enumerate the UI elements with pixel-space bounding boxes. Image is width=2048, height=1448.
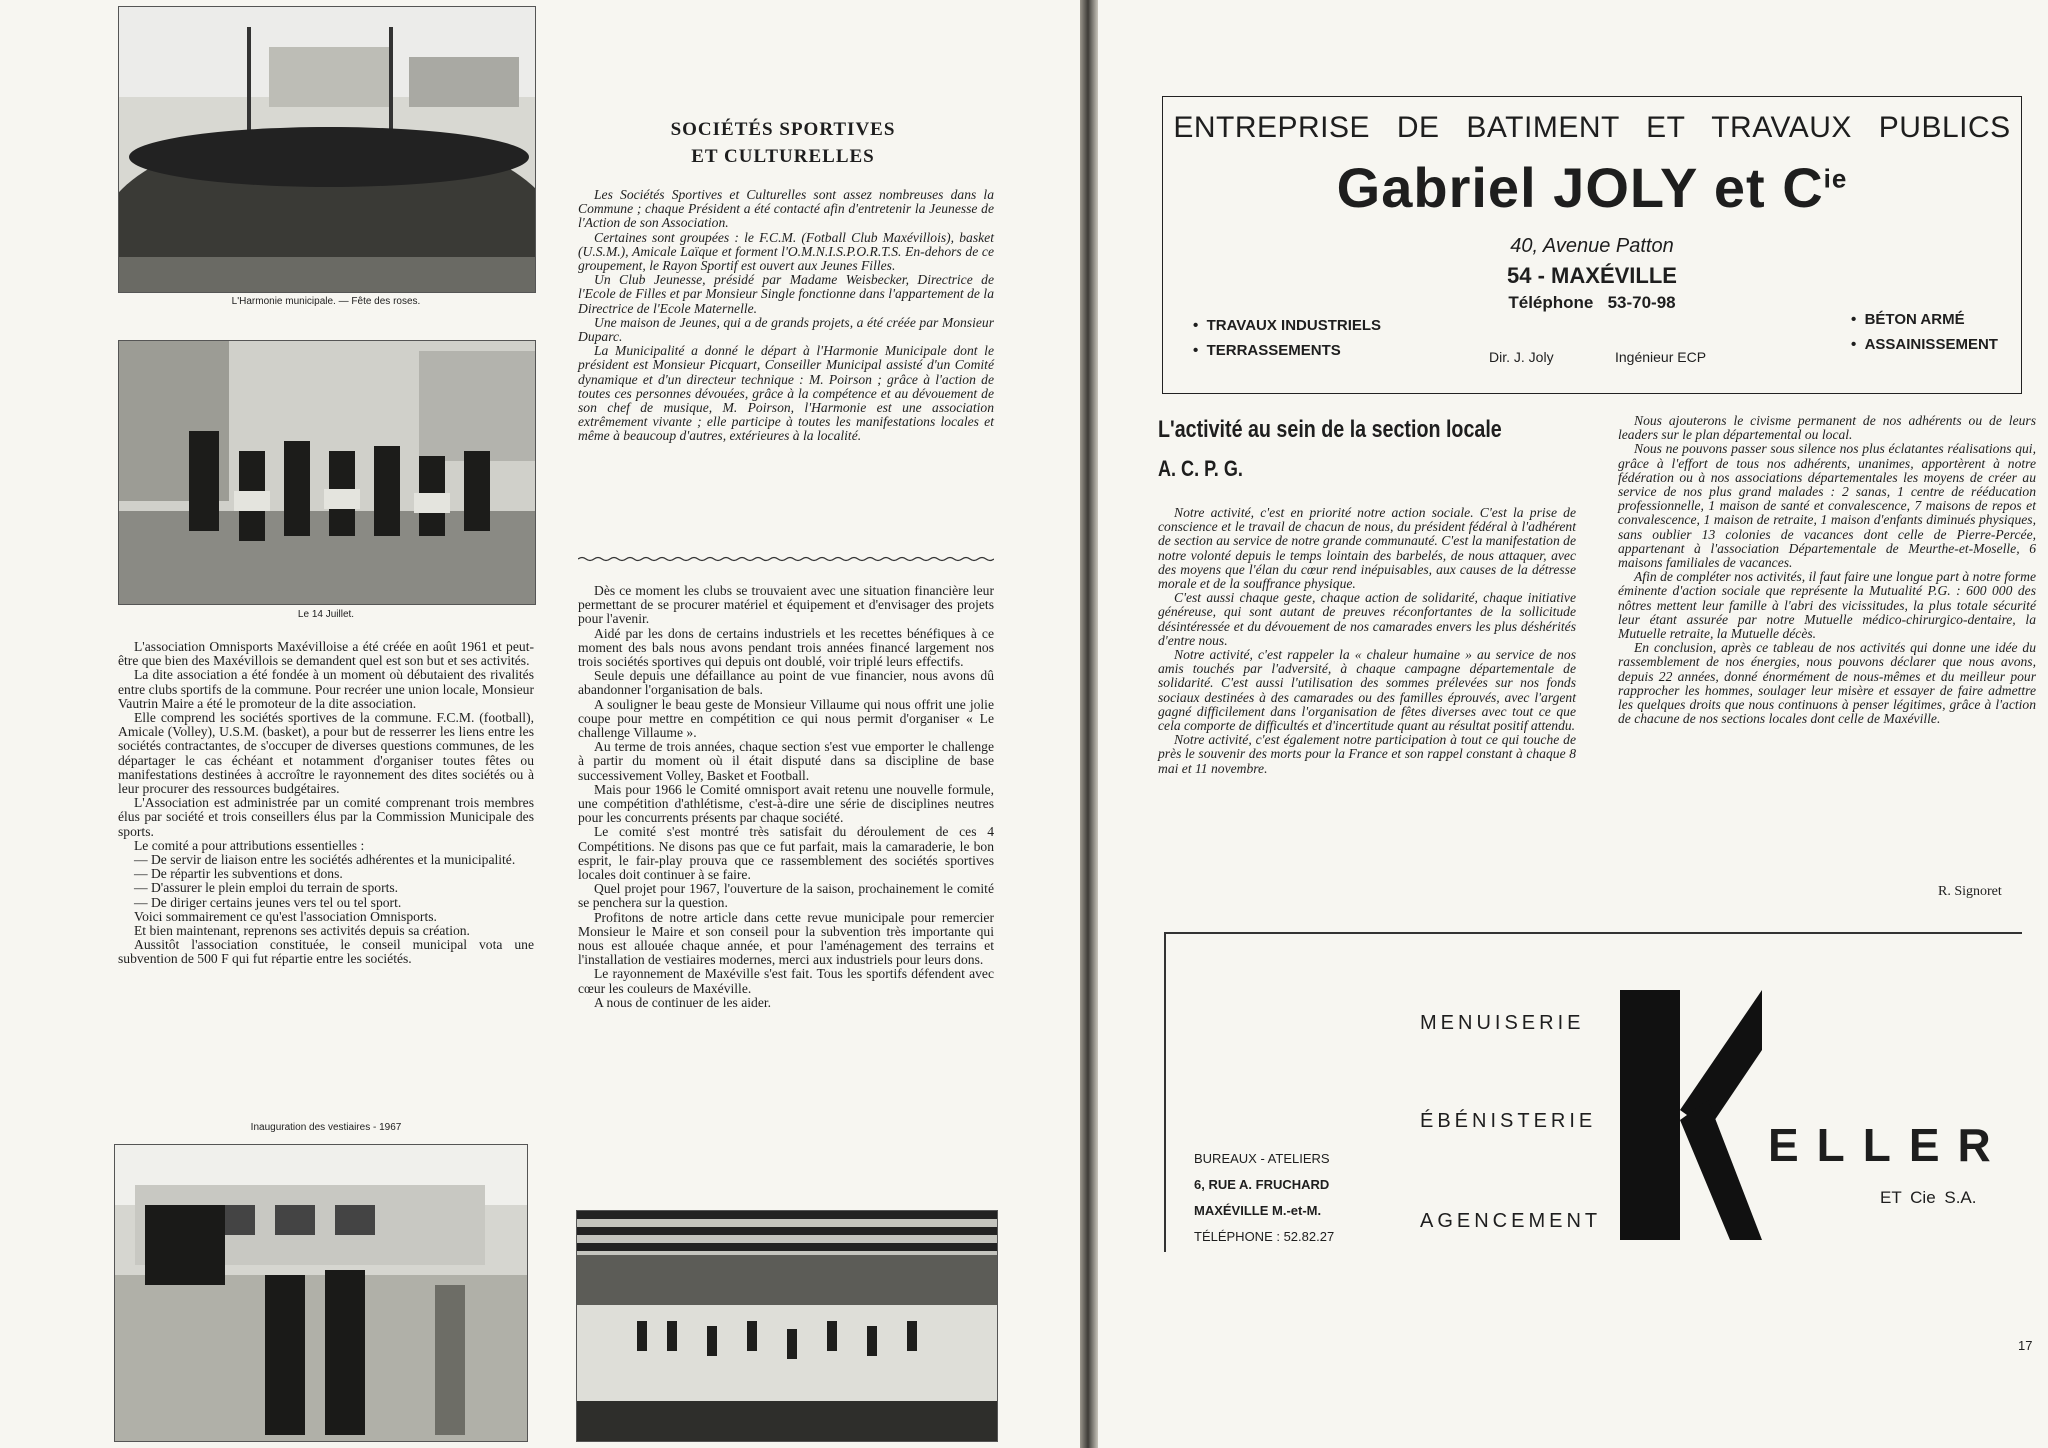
paragraph: Et bien maintenant, reprenons ses activités depuis sa création. (134, 923, 470, 939)
services-left (1193, 313, 1381, 363)
right-page (1098, 0, 2048, 1448)
ad-director: Dir. J. Joly (1489, 349, 1554, 365)
service-item: • TRAVAUX INDUSTRIELS (1193, 317, 1382, 334)
ad-engineer: Ingénieur ECP (1615, 349, 1707, 365)
paragraph: L'Association est administrée par un comité comprenant trois membres élus par société et trois conseillers élus par la Commission Municipale des sports. (118, 795, 534, 839)
paragraph: Au terme de trois années, chaque section s'est vue emporter le challenge à partir du moment où il était disputé dans sa discipline de base successivement Volley, Basket et Football. (578, 739, 994, 783)
acpg-title: L'activité au sein de la section locale (1158, 416, 1502, 443)
ad-top-rule (1164, 932, 2022, 934)
paragraph: La dite association a été fondée à un moment où débutaient des rivalités entre clubs sportifs de la commune. Pour recréer une union locale, Monsieur Vautrin Maire a été le promoteur de la dite association. (118, 667, 534, 711)
photo-14-juillet (118, 340, 536, 605)
section-title-line: ET CULTURELLES (691, 146, 875, 167)
paragraph: Les Sociétés Sportives et Culturelles sont assez nombreuses dans la Commune ; chaque Président a été contacté afin d'entretenir la Jeunesse de l'Action de son Association. (578, 187, 994, 231)
acpg-column-2 (1618, 414, 2036, 726)
photo-caption: Le 14 Juillet. (297, 609, 355, 620)
keller-trade: MENUISERIE (1420, 1012, 1585, 1034)
phone-number: 53-70-98 (1607, 293, 1676, 312)
paragraph: A nous de continuer de les aider. (594, 994, 772, 1010)
list-item: — De répartir les subventions et dons. (134, 866, 343, 882)
keller-address (1194, 1146, 1334, 1250)
omnisports-article-continued (578, 584, 994, 1010)
paragraph: Quel projet pour 1967, l'ouverture de la saison, prochainement le comité se penchera sur la question. (578, 881, 994, 911)
paragraph: Dès ce moment les clubs se trouvaient avec une situation financière leur permettant de se procurer matériel et équipement et d'envisager des projets pour l'avenir. (578, 583, 994, 627)
ad-company-name (1163, 155, 2021, 220)
omnisports-article (118, 640, 534, 967)
paragraph: Voici sommairement ce qu'est l'association Omnisports. (134, 908, 437, 924)
paragraph: La Municipalité a donné le départ à l'Harmonie Municipale dont le président est Monsieur Picquart, Conseiller Municipal assisté d'un Comité dynamique et d'un directeur technique : M. Poirson ; grâce à l'action de toutes ces personnes dévouées, grâce à la compétence et au dévouement de son chef de musique, M. Poirson, l'Harmonie est une association extrêmement vivante ; elle participe à toutes les manifestations locales et même à beaucoup d'autres, extérieures à la localité. (578, 343, 994, 444)
paragraph: Certaines sont groupées : le F.C.M. (Fotball Club Maxévillois), basket (U.S.M.), Amicale Laïque et forment l'O.M.N.I.S.P.O.R.T.S. En-dehors de ce groupement, le Rayon Sportif est ouvert aux Jeunes Filles. (578, 229, 994, 274)
acpg-subtitle: A. C. P. G. (1158, 456, 1243, 481)
services-right (1851, 307, 1998, 357)
paragraph: Notre activité, c'est rappeler la « chaleur humaine » au service de nos amis touchés par l'adversité, à chaque campagne départementale de solidarité. C'est aussi l'utilisation des sommes prélevées sur nos fonds sociaux destinées à des camarades ou des familles éprouvés, avec l'argent gagné difficilement dans l'organisation de fêtes diverses avec tout ce que cela comporte de difficultés et d'incertitude quant au résultat positif attendu. (1158, 647, 1576, 734)
book-gutter (1080, 0, 1098, 1448)
page-number: 17 (2018, 1338, 2033, 1353)
photo-caption: L'Harmonie municipale. — Fête des roses. (231, 296, 421, 307)
photo-harmonie (118, 6, 536, 293)
wavy-divider (578, 556, 994, 562)
company-name: Gabriel JOLY et C (1336, 156, 1824, 219)
paragraph: Nous ne pouvons passer sous silence nos plus éclatantes réalisations qui, grâce à l'effort de tous nos adhérents, unanimes, apportèrent à notre fédération ou à nos associations départementales les moyens de créer au service de nos plus grand malades : 2 sanas, 1 centre de rééducation professionnelle, 1 maison de santé et convalescence, 7 maisons de repos et convalescence, 1 maison de retraite, 1 maison d'enfants diminués physiques, sans oublier 13 colonies de vacances dont celle de Pierre-Percée, appartenant à l'association Départementale de Meurthe-et-Moselle, 6 maisons familiales de vacances. (1618, 441, 2036, 571)
company-suffix: ie (1823, 163, 1848, 194)
ad-headline: ENTREPRISE DE BATIMENT ET TRAVAUX PUBLICS (1173, 111, 2011, 144)
paragraph: Une maison de Jeunes, qui a de grands projets, a été créée par Monsieur Duparc. (578, 314, 994, 345)
acpg-signature: R. Signoret (1938, 884, 2002, 899)
ad-city: 54 - MAXÉVILLE (1507, 263, 1677, 288)
paragraph: Le rayonnement de Maxéville s'est fait. Tous les sportifs défendent avec cœur les couleurs de Maxéville. (578, 966, 994, 996)
paragraph: Le comité s'est montré très satisfait du déroulement de ces 4 Compétitions. Ne disons pas que ce fut parfait, mais la camaraderie, le bon esprit, le fair-play prouva que ce rassemblement des sociétés sportives locales doit continuer à se faire. (578, 824, 994, 883)
paragraph: Mais pour 1966 le Comité omnisport avait retenu une nouvelle formule, une compétition d'athlétisme, c'est-à-dire une série de disciplines neutres pour les concurrents présents par chaque société. (578, 781, 994, 826)
address-line: MAXÉVILLE M.-et-M. (1194, 1203, 1322, 1218)
section-title-line: SOCIÉTÉS SPORTIVES (670, 119, 896, 140)
paragraph: Seule depuis une défaillance au point de vue financier, nous avons dû abandonner l'organisation de bals. (578, 668, 994, 698)
ad-address: 40, Avenue Patton (1510, 235, 1674, 257)
service-item: • ASSAINISSEMENT (1851, 336, 1998, 353)
paragraph: Afin de compléter nos activités, il faut faire une longue part à notre forme éminente d'action sociale que représente la Mutualité P.G. : 600 000 des nôtres mettent leur famille à l'abri des vicissitudes, la plus totale sécurité leur étant assurée par notre Mutuelle médico-chirurgico-dentaire, la Mutuelle retraite, la Mutuelle décès. (1618, 569, 2036, 642)
paragraph: C'est aussi chaque geste, chaque action de solidarité, chaque initiative généreuse, qui sont autant de preuves réconfortantes de la sollicitude désintéressée et du dévouement de nos camarades envers les plus déshérités d'entre nous. (1158, 590, 1576, 648)
address-line: TÉLÉPHONE : 52.82.27 (1194, 1229, 1335, 1244)
paragraph: Nous ajouterons le civisme permanent de nos adhérents ou de leurs leaders sur le plan départemental ou local. (1618, 413, 2036, 443)
paragraph: Un Club Jeunesse, présidé par Madame Weisbecker, Directrice de l'Ecole de Filles et par Monsieur Single fonctionne dans l'appartement de la Directrice de l'Ecole Maternelle. (578, 272, 994, 316)
service-item: • BÉTON ARMÉ (1851, 311, 1965, 328)
paragraph: Notre activité, c'est également notre participation à tout ce qui touche de près le souvenir des morts pour la France et son rappel constant à chaque 8 mai et 11 novembre. (1158, 732, 1576, 776)
list-item: — De servir de liaison entre les sociétés adhérentes et la municipalité. (134, 852, 516, 868)
ad-left-rule (1164, 932, 1166, 1252)
service-item: • TERRASSEMENTS (1193, 342, 1341, 359)
paragraph: L'association Omnisports Maxévilloise a été créée en août 1961 et peut-être que bien des Maxévillois se demandent quel est son but et ses activités. (118, 639, 534, 669)
ad-joly (1162, 96, 2022, 394)
photo-stade (576, 1210, 998, 1442)
keller-trade: ÉBÉNISTERIE (1420, 1110, 1597, 1132)
phone-label: Téléphone (1508, 293, 1594, 312)
list-item: — D'assurer le plein emploi du terrain de sports. (134, 880, 399, 896)
address-line: BUREAUX - ATELIERS (1194, 1151, 1330, 1166)
photo-inauguration (114, 1144, 528, 1442)
photo-caption: Inauguration des vestiaires - 1967 (250, 1122, 402, 1133)
keller-logo-k (1620, 990, 1762, 1240)
section-intro (578, 188, 994, 444)
paragraph: A souligner le beau geste de Monsieur Villaume qui nous offrit une jolie coupe pour mettre en compétition ce qui nous permit d'organiser « Le challenge Villaume ». (578, 696, 994, 741)
keller-logo-text: ELLER (1768, 1119, 2009, 1171)
paragraph: Profitons de notre article dans cette revue municipale pour remercier Monsieur le Maire et son conseil pour la subvention très importante qui nous est allouée chaque année, et pour l'aménagement des terrains et l'installation de vestiaires modernes, merci aux industriels pour leurs dons. (578, 909, 994, 968)
paragraph: Notre activité, c'est en priorité notre action sociale. C'est la prise de conscience et le travail de chacun de nous, du président fédéral à l'adhérent de section au service de notre grande communauté. C'est la manifestation de notre volonté depuis le temps lointain des barbelés, de nous attaquer, avec des moyens que l'élan du cœur rend inépuisables, aux causes de la détresse morale et de la souffrance physique. (1158, 505, 1576, 592)
address-line: 6, RUE A. FRUCHARD (1194, 1177, 1330, 1192)
section-title (578, 116, 988, 170)
paragraph: En conclusion, après ce tableau de nos activités qui donne une idée du rassemblement de nos énergies, nous pouvons déclarer que nous avons, depuis 22 années, donné énormément de nous-mêmes et du meilleur pour rapprocher les hommes, soulager leur misère et essayer de faire admettre les quelques droits que nous continuons à penser légitimes, grâce à l'action de chacune de nos sections locales dont celle de Maxéville. (1618, 640, 2036, 727)
paragraph: Le comité a pour attributions essentielles : (134, 837, 365, 853)
paragraph: Aussitôt l'association constituée, le conseil municipal vota une subvention de 500 F qui fut répartie entre les sociétés. (118, 937, 534, 967)
keller-trade: AGENCEMENT (1420, 1210, 1602, 1232)
paragraph: Elle comprend les sociétés sportives de la commune. F.C.M. (football), Amicale (Volley), U.S.M. (basket), a pour but de resserrer les liens entre les sociétés contractantes, de s'occuper de diverses questions communes, de les départager le cas échéant et notamment d'organiser toutes fêtes ou manifestations destinées à accroître le rayonnement des dites sociétés ou à leur procurer des ressources budgétaires. (118, 710, 534, 797)
paragraph: Aidé par les dons de certains industriels et les recettes bénéfiques à ce moment des bals nous avons pendant trois années financé largement nos trois sociétés sportives qui depuis ont doublé, voir triplé leurs effectifs. (578, 625, 994, 670)
acpg-column-1 (1158, 506, 1576, 776)
keller-suffix: ET Cie S.A. (1880, 1188, 1977, 1207)
list-item: — De diriger certains jeunes vers tel ou tel sport. (134, 894, 402, 910)
